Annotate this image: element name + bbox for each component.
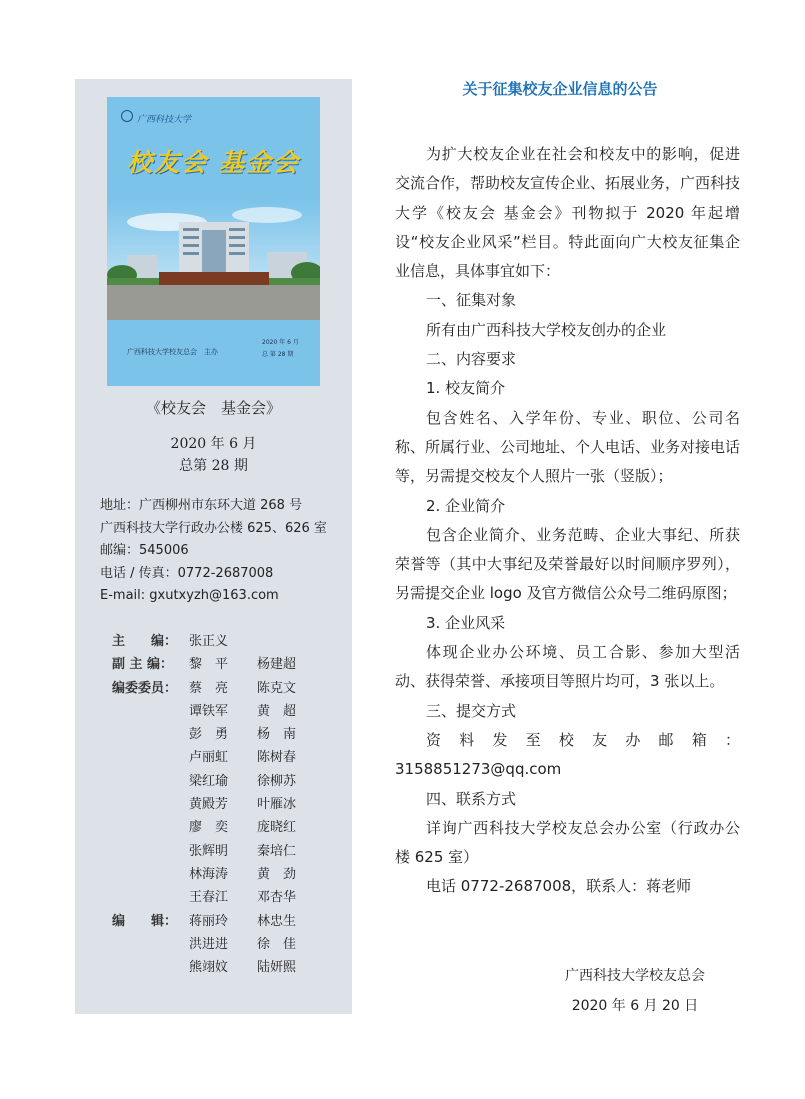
contact-address: 地址：广西柳州市东环大道 268 号: [100, 498, 303, 513]
staff-name: 林忠生: [257, 913, 297, 929]
staff-role: [112, 956, 189, 979]
notice-paragraph: 1. 校友简介: [426, 379, 506, 398]
notice-body: [395, 140, 740, 902]
staff-name: 梁红瑜: [189, 773, 229, 789]
notice-paragraph: 3. 企业风采: [426, 613, 506, 632]
staff-role: 编 辑：: [112, 913, 178, 929]
notice-paragraph: 所有由广西科技大学校友创办的企业: [426, 320, 667, 339]
staff-name: 谭铁军: [189, 703, 229, 719]
staff-name: 廖 奕: [189, 820, 229, 836]
signature-org: 广西科技大学校友总会: [565, 968, 705, 984]
staff-row: [112, 770, 325, 793]
staff-role: [112, 700, 189, 723]
staff-name: 黎 平: [189, 657, 229, 673]
staff-name: 蔡 亮: [189, 680, 229, 696]
publication-title: 《校友会 基金会》: [145, 399, 281, 417]
publication-issue-text: 总第 28 期: [179, 458, 248, 474]
staff-name: 王春江: [189, 890, 229, 906]
staff-role: 编委委员：: [112, 680, 178, 696]
staff-name: 熊翊妏: [189, 960, 229, 976]
staff-row: [112, 910, 325, 933]
staff-role: [112, 723, 189, 746]
notice-paragraph: 二、内容要求: [426, 350, 517, 369]
staff-row: [112, 653, 325, 676]
magazine-cover: [107, 97, 320, 386]
notice-paragraph: 体现企业办公环境、员工合影、参加大型活动、获得荣誉、承接项目等照片均可，3 张以上。: [395, 643, 740, 691]
cover-title: 校友会 基金会: [127, 148, 300, 177]
publication-date: [75, 433, 352, 477]
staff-name: 蒋丽玲: [189, 913, 229, 929]
staff-row: [112, 700, 325, 723]
notice-paragraph: 电话 0772-2687008，联系人：蒋老师: [426, 877, 692, 896]
staff-row: [112, 677, 325, 700]
staff-name: 陈克文: [257, 680, 297, 696]
contact-info: [100, 495, 327, 608]
signature-block: [565, 961, 705, 1021]
notice-paragraph: 资料发至校友办邮箱：3158851273@qq.com: [395, 730, 740, 779]
staff-role: [112, 793, 189, 816]
staff-row: [112, 863, 325, 886]
staff-role: 副 主 编：: [112, 657, 174, 673]
notice-paragraph: 一、征集对象: [426, 291, 517, 310]
staff-row: [112, 840, 325, 863]
notice-paragraph: 三、提交方式: [426, 701, 517, 720]
staff-name: [257, 630, 325, 653]
notice-paragraph: 2. 企业简介: [426, 496, 506, 515]
staff-row: [112, 933, 325, 956]
staff-name: 彭 勇: [189, 727, 229, 743]
staff-row: [112, 816, 325, 839]
staff-name: 黄 超: [257, 703, 297, 719]
staff-role: [112, 933, 189, 956]
notice-paragraph: 包含姓名、入学年份、专业、职位、公司名称、所属行业、公司地址、个人电话、业务对接电话等，另需提交校友个人照片一张（竖版）；: [395, 408, 741, 486]
staff-role: 主 编：: [112, 634, 178, 649]
staff-name: 庞晓红: [257, 820, 297, 836]
staff-name: 黄 劲: [257, 866, 297, 882]
staff-name: 林海涛: [189, 866, 229, 882]
staff-name: 徐柳苏: [257, 773, 297, 789]
staff-role: [112, 863, 189, 886]
staff-name: 黄殿芳: [189, 797, 229, 813]
staff-name: 卢丽虹: [189, 750, 229, 766]
cover-date: [262, 337, 299, 361]
staff-row: [112, 723, 325, 746]
university-seal-icon: [121, 110, 133, 122]
staff-name: 张辉明: [189, 843, 229, 859]
cover-university-name: 广西科技大学: [137, 115, 192, 125]
contact-email: E-mail: gxutxyzh@163.com: [100, 588, 279, 603]
staff-name: 陆妍熙: [257, 960, 297, 976]
notice-title: 关于征集校友企业信息的公告: [462, 80, 658, 98]
contact-office: 广西科技大学行政办公楼 625、626 室: [100, 520, 327, 536]
signature-date: 2020 年 6 月 20 日: [571, 998, 699, 1014]
staff-role: [112, 886, 189, 909]
contact-phone: 电话 / 传真：0772-2687008: [100, 565, 274, 581]
notice-paragraph: 为扩大校友企业在社会和校友中的影响，促进交流合作，帮助校友宣传企业、拓展业务，广西科技大学《校友会 基金会》刊物拟于 2020 年起增设“校友企业风采”栏目。特此面向广大校友征集企业信息，具体事宜如下：: [395, 145, 741, 281]
contact-postcode: 邮编：545006: [100, 543, 189, 558]
cover-organizer: 广西科技大学校友总会 主办: [127, 348, 218, 356]
staff-name: 洪进进: [189, 936, 229, 952]
notice-paragraph: 四、联系方式: [426, 789, 517, 808]
staff-role: [112, 816, 189, 839]
staff-name: 杨建超: [257, 657, 297, 673]
publication-date-text: 2020 年 6 月: [170, 436, 257, 452]
staff-row: [112, 630, 325, 653]
staff-role: [112, 746, 189, 769]
staff-role: [112, 840, 189, 863]
staff-row: [112, 793, 325, 816]
campus-photo: [107, 200, 320, 320]
staff-name: 陈树春: [257, 750, 297, 766]
cover-date-text: 2020 年 6 月: [262, 339, 299, 346]
staff-row: [112, 746, 325, 769]
staff-name: 杨 南: [257, 727, 297, 743]
cover-issue-text: 总 第 28 期: [262, 351, 294, 358]
staff-row: [112, 956, 325, 979]
staff-row: [112, 886, 325, 909]
staff-name: 叶雁冰: [257, 797, 297, 813]
staff-role: [112, 770, 189, 793]
staff-name: 徐 佳: [257, 936, 297, 952]
staff-name: 秦培仁: [257, 843, 297, 859]
staff-name: 邓杏华: [257, 890, 297, 906]
notice-paragraph: 详询广西科技大学校友总会办公室（行政办公楼 625 室）: [395, 818, 740, 867]
editorial-staff: [112, 630, 325, 979]
notice-paragraph: 包含企业简介、业务范畴、企业大事纪、所获荣誉等（其中大事纪及荣誉最好以时间顺序罗列），另需提交企业 logo 及官方微信公众号二维码原图；: [395, 525, 740, 603]
staff-name: 张正义: [189, 634, 229, 649]
